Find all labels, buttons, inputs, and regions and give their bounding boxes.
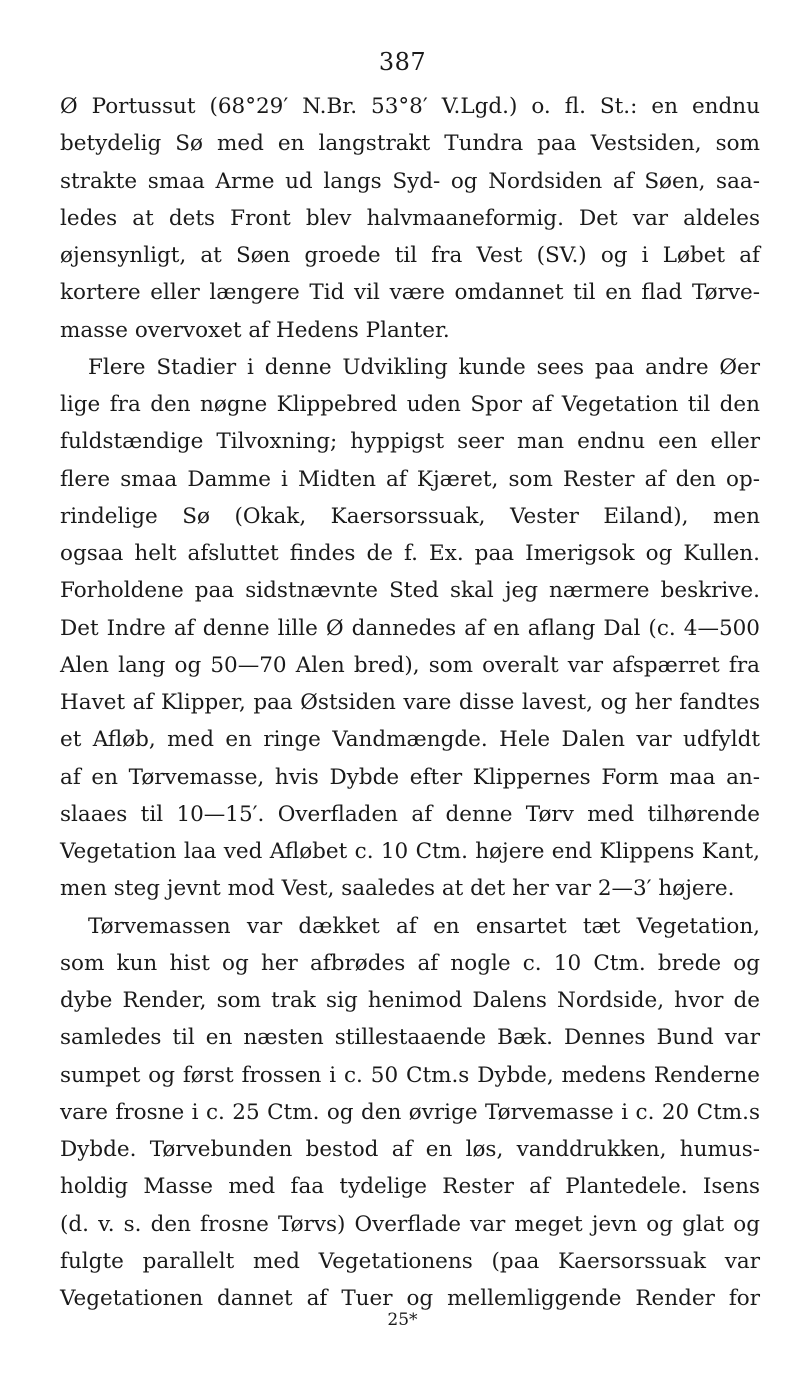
- text-line: kortere eller længere Tid vil være omdannet til en flad Tørve-: [60, 280, 760, 306]
- text-line: betydelig Sø med en langstrakt Tundra paa Vestsiden, som: [60, 131, 760, 157]
- body-text: [60, 88, 760, 1317]
- text-line: Flere Stadier i denne Udvikling kunde sees paa andre Øer: [88, 354, 760, 380]
- text-line: holdig Masse med faa tydelige Rester af Plantedele. Isens: [60, 1174, 760, 1200]
- text-line: Det Indre af denne lille Ø dannedes af en aflang Dal (c. 4—500: [60, 615, 760, 641]
- text-line: samledes til en næsten stillestaaende Bæk. Dennes Bund var: [60, 1025, 760, 1051]
- text-line: ogsaa helt afsluttet findes de f. Ex. paa Imerigsok og Kullen.: [60, 541, 760, 566]
- text-line: Vegetation laa ved Afløbet c. 10 Ctm. højere end Klippens Kant,: [60, 839, 760, 864]
- text-line: Vegetationen dannet af Tuer og mellemliggende Render for: [60, 1286, 760, 1311]
- text-line: Dybde. Tørvebunden bestod af en løs, vanddrukken, humus-: [60, 1137, 760, 1162]
- text-line: Tørvemassen var dækket af en ensartet tæt Vegetation,: [88, 913, 760, 939]
- text-line: fuldstændige Tilvoxning; hyppigst seer man endnu een eller: [60, 429, 760, 455]
- text-line: et Afløb, med en ringe Vandmængde. Hele Dalen var udfyldt: [60, 727, 760, 753]
- text-line: masse overvoxet af Hedens Planter.: [60, 317, 450, 343]
- text-line: rindelige Sø (Okak, Kaersorssuak, Vester Eiland), men: [60, 503, 760, 529]
- text-line: fulgte parallelt med Vegetationens (paa Kaersorssuak var: [60, 1248, 760, 1274]
- text-line: slaaes til 10—15′. Overfladen af denne Tørv med tilhørende: [60, 801, 760, 827]
- text-line: som kun hist og her afbrødes af nogle c. 10 Ctm. brede og: [60, 950, 760, 976]
- text-line: sumpet og først frossen i c. 50 Ctm.s Dybde, medens Renderne: [60, 1062, 760, 1088]
- text-line: øjensynligt, at Søen groede til fra Vest (SV.) og i Løbet af: [60, 243, 760, 268]
- text-line: (d. v. s. den frosne Tørvs) Overflade var meget jevn og glat og: [60, 1211, 760, 1237]
- text-line: ledes at dets Front blev halvmaaneformig. Det var aldeles: [60, 205, 760, 231]
- text-line: flere smaa Damme i Midten af Kjæret, som Rester af den op-: [60, 466, 760, 492]
- text-line: strakte smaa Arme ud langs Syd- og Nordsiden af Søen, saa-: [60, 168, 760, 194]
- text-line: men steg jevnt mod Vest, saaledes at det her var 2—3′ højere.: [60, 876, 735, 902]
- text-line: af en Tørvemasse, hvis Dybde efter Klippernes Form maa an-: [60, 764, 760, 790]
- text-line: lige fra den nøgne Klippebred uden Spor af Vegetation til den: [60, 392, 760, 417]
- text-line: Ø Portussut (68°29′ N.Br. 53°8′ V.Lgd.) o. fl. St.: en endnu: [60, 94, 760, 119]
- text-line: Havet af Klipper, paa Østsiden vare disse lavest, og her fandtes: [60, 690, 760, 715]
- page-number: 387: [378, 48, 427, 76]
- page-signature: 25*: [387, 1310, 418, 1330]
- text-line: vare frosne i c. 25 Ctm. og den øvrige Tørvemasse i c. 20 Ctm.s: [60, 1099, 760, 1125]
- text-line: Forholdene paa sidstnævnte Sted skal jeg nærmere beskrive.: [60, 578, 760, 604]
- text-line: dybe Render, som trak sig henimod Dalens Nordside, hvor de: [60, 988, 760, 1013]
- text-line: Alen lang og 50—70 Alen bred), som overalt var afspærret fra: [60, 652, 760, 678]
